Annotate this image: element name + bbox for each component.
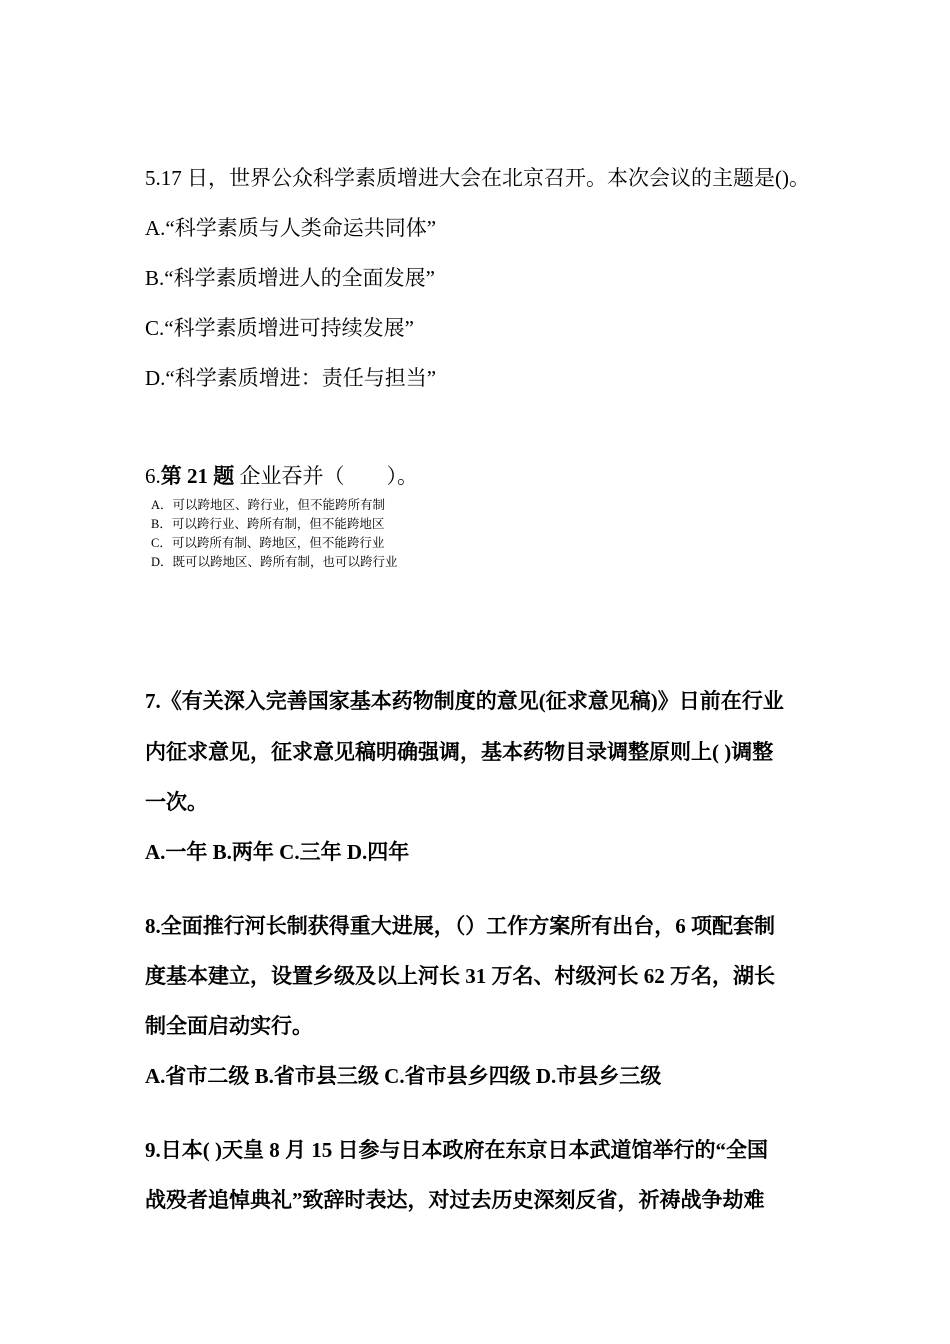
q6-option-c: C．可以跨所有制、跨地区，但不能跨行业 [151,536,385,550]
q5-option-c: C.“科学素质增进可持续发展” [145,316,414,340]
q6-option-d: D．既可以跨地区、跨所有制，也可以跨行业 [151,555,398,569]
q7-stem-line-3: 一次。 [145,790,208,814]
q5-option-a: A.“科学素质与人类命运共同体” [145,216,437,240]
q6-option-b: B．可以跨行业、跨所有制，但不能跨地区 [151,517,385,531]
q5-option-b: B.“科学素质增进人的全面发展” [145,266,435,290]
q9-stem-line-1: 9.日本( )天皇 8 月 15 日参与日本政府在东京日本武道馆举行的“全国 [145,1138,768,1162]
q7-options: A.一年 B.两年 C.三年 D.四年 [145,840,410,864]
q8-stem-line-3: 制全面启动实行。 [145,1014,313,1038]
q7-stem-line-1: 7.《有关深入完善国家基本药物制度的意见(征求意见稿)》日前在行业 [145,689,784,713]
q6-stem: 企业吞并（ ）。 [234,464,418,488]
q6-label: 第 21 题 [160,464,235,488]
q8-options: A.省市二级 B.省市县三级 C.省市县乡四级 D.市县乡三级 [145,1064,662,1088]
q9-stem-line-2: 战殁者追悼典礼”致辞时表达，对过去历史深刻反省，祈祷战争劫难 [145,1188,765,1212]
q6-number: 6. [145,464,161,488]
q5-stem: 5.17 日，世界公众科学素质增进大会在北京召开。本次会议的主题是()。 [145,166,810,190]
q6-stem-line [145,460,418,490]
q5-option-d: D.“科学素质增进：责任与担当” [145,366,437,390]
q6-option-a: A．可以跨地区、跨行业，但不能跨所有制 [151,498,386,512]
q7-stem-line-2: 内征求意见，征求意见稿明确强调，基本药物目录调整原则上( )调整 [145,740,774,764]
q8-stem-line-1: 8.全面推行河长制获得重大进展，（）工作方案所有出台，6 项配套制 [145,914,775,938]
q8-stem-line-2: 度基本建立，设置乡级及以上河长 31 万名、村级河长 62 万名，湖长 [145,964,775,988]
